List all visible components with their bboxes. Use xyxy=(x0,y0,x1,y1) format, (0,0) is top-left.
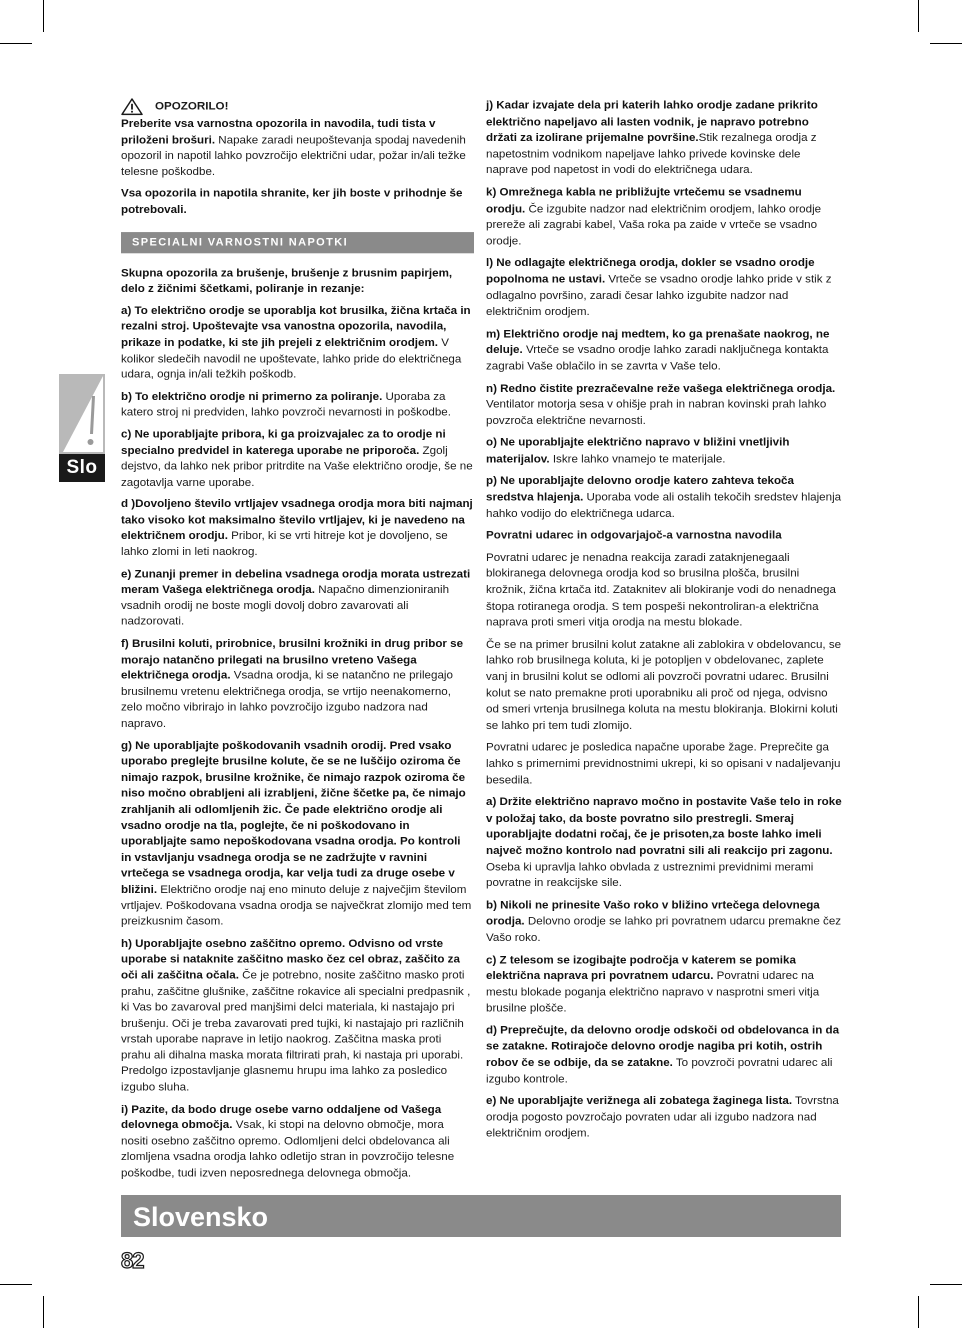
list-item-bold: l) Ne odlagajte električnega orodja, dokler se vsadno orodje popolnoma ne ustavi. xyxy=(486,256,815,286)
list-item xyxy=(486,326,842,375)
list-item-bold: k) Omrežnega kabla ne približujte vrtečemu se vsadnemu orodju. xyxy=(486,185,802,215)
list-item-bold: c) Z telesom se izogibajte področja v katerem se pomika električna naprava pri povratnem udarcu. xyxy=(486,953,796,983)
list-item-text: Ventilator motorja sesa v ohišje prah in nabran kovinski prah lahko povzroča električne nevarnosti. xyxy=(486,397,827,427)
kickback-paragraph-3: Povratni udarec je posledica napačne uporabe žage. Preprečite ga lahko s primernimi previdnostnimi ukrepi, ki so opisani v nadaljevanju besedila. xyxy=(486,741,841,787)
list-item-bold: b) To električno orodje ni primerno za poliranje. xyxy=(121,390,383,403)
warning-paragraph-bold: Preberite vsa varnostna opozorila in navodila, tudi tista v priloženi brošuri. xyxy=(121,117,436,146)
list-item-text: Delovno orodje se lahko pri povratnem udarcu premakne čez Vašo roko. xyxy=(486,914,842,944)
list-item-bold: e) Zunanji premer in debelina vsadnega orodja morata ustrezati meram Vašega električnega orodja. xyxy=(121,567,471,596)
list-item-text: Električno orodje naj eno minuto deluje z največjim številom vrtljajev. Poškodovana vsadna orodja se največkrat zlomijo med tem preizkusnim časom. xyxy=(121,883,472,928)
list-item-text: Iskre lahko vnamejo te materijale. xyxy=(549,452,726,466)
list-item xyxy=(121,389,474,421)
side-tab-label: Slo xyxy=(59,454,105,482)
list-item xyxy=(486,381,842,430)
list-item-text: Vsak, ki stopi na delovno območje, mora nositi osebno zaščitno opremo. Odlomljeni delci obdelovanca ali zlomljena vsadna orodja lahko odletijo stran in povzročijo telesne poškodbe, tudi izven neposrednega delovnega območja. xyxy=(121,1118,455,1180)
list-item-text: Tovrstna orodja pogosto povzročajo povraten udar ali izgubo nadzora nad električnim orodjem. xyxy=(486,1094,839,1140)
list-item-text: Povratni udarec na mestu blokade poganja električno napravo v nasprotni smeri vitja brusilne plošče. xyxy=(486,969,820,1015)
kickback-paragraph-1: Povratni udarec je nenadna reakcija zaradi zataknjenegaali blokiranega delovnega orodja kod so brusilna plošča, brusilni krožnik, žična krtača itd. Zataknitev ali blokiranje vodi do nenadnega štopa rotiranega orodja. S tem pospeši nekontroliran-a električna naprava proti smeri vitja orodja na mestu blokade. xyxy=(486,551,836,629)
kickback-item-list xyxy=(486,795,842,1143)
list-item-text: V kolikor sledečih navodil ne upoštevate, lahko pride do električnega udara, ognja in/ali težkih poškodb. xyxy=(121,336,462,381)
warning-paragraph xyxy=(121,116,474,180)
list-item-bold: m) Električno orodje naj medtem, ko ga prenašate naokrog, ne deluje. xyxy=(486,327,830,357)
list-item-bold: e) Ne uporabljajte verižnega ali zobatega žaginega lista. xyxy=(486,1094,793,1108)
list-item-text: Napačno dimenzioniranih vsadnih orodij ne boste mogli dovolj dobro zavarovati ali nadzorovati. xyxy=(121,583,450,628)
list-item xyxy=(121,738,474,930)
list-item-bold: d )Dovoljeno število vrtljajev vsadnega orodja mora biti najmanj tako visoko kot maksimalno število vrtljajev, ki je navedeno na električnem orodju. xyxy=(121,497,473,543)
crop-mark xyxy=(930,43,962,44)
list-item-text: Stik rezalnega orodja z napetostnim vodnikom napeljave lahko privede kovinske dele naprave pod napetost in vodi do električnega udara. xyxy=(486,131,817,177)
list-item-text: Uporaba za katero stroj ni predviden, lahko povzroči nevarnosti in poškodbe. xyxy=(121,390,451,419)
list-item-text: Če je potrebno, nosite zaščitno masko proti prahu, zaščitne glušnike, zaščitne rokavice ali specialni predpasnik , ki Vas bo zavaroval pred manjšimi delci materiala, ki nastajajo pri brušenju. Oči je treba zavarovati pred tujki, ki nastajajo pri različnih vrstah uporabe naprave in letijo naokrog. Zaščitna maska proti prahu ali dihalna maska morata filtrirati prah, ki nastaja pri uporabi. Predolgo izpostavljanje glasnemu hrupu ima lahko za posledico izgubo sluha. xyxy=(121,968,471,1094)
language-side-tab xyxy=(59,374,105,482)
list-item xyxy=(121,566,474,630)
section-heading-bar: SPECIALNI VARNOSTNI NAPOTKI xyxy=(121,232,474,253)
left-column xyxy=(121,98,474,1188)
list-item-text: Uporaba vode ali ostalih tekočih sredstev hlajenja hahko vodijo do električnega udarca. xyxy=(486,490,842,520)
crop-mark xyxy=(0,43,32,44)
list-item xyxy=(486,795,842,892)
list-item xyxy=(486,474,842,523)
list-item xyxy=(121,497,474,561)
list-item xyxy=(486,1023,842,1088)
list-item-bold: n) Redno čistite prezračevalne reže vašega električnega orodja. xyxy=(486,381,836,395)
list-item xyxy=(486,98,842,179)
intro-paragraph xyxy=(121,265,474,297)
list-item-bold: d) Preprečujte, da delovno orodje odskoči od obdelovanca in da se zatakne. Rotirajoče delovno orodje nagiba pri kotih, ostrih robov če se odbije, da se zatakne. xyxy=(486,1023,840,1069)
list-item-text: Če izgubite nadzor nad električnim orodjem, lahko orodje prereže ali zagrabi kabel, Vaša roka pa zaide v vrteče se vsadno orodje. xyxy=(486,202,822,248)
list-item-bold: a) To električno orodje se uporablja kot brusilka, žična krtača in rezalni stroj. Upoštevajte vsa vanostna opozorila, navodila, prikaze in podatke, ki ste jih prejeli z električnim orodjem. xyxy=(121,304,471,349)
intro-bold: Skupna opozorila za brušenje, brušenje z brusnim papirjem, delo z žičnimi ščetkami, poliranje in rezanje: xyxy=(121,266,453,295)
list-item-bold: j) Kadar izvajate dela pri katerih lahko orodje zadane prikrito električno napeljavo ali lasten vodnik, je napravo potrebno držati za izolirane prijemalne površine. xyxy=(486,98,818,145)
list-item xyxy=(486,435,842,467)
list-item-bold: c) Ne uporabljajte pribora, ki ga proizvajalec za to orodje ni specialno predvidel in katerega uporabe ne priporoča. xyxy=(121,427,446,457)
footer-title: Slovensko xyxy=(133,1202,269,1232)
footer-bar xyxy=(121,1195,841,1237)
list-item xyxy=(121,636,474,732)
list-item-text: Vrteče se vsadno orodje lahko pride v stik z odlagalno površino, zaradi česar lahko izgubite nadzor nad električnim orodjem. xyxy=(486,272,832,318)
list-item-bold: i) Pazite, da bodo druge osebe varno oddaljene od Vašega delovnega območja. xyxy=(121,1102,442,1132)
list-item-text: Zgolj dejstvo, da lahko nek pribor pritrdite na Vaše električno orodje, še ne zagotavlja varne uporabe. xyxy=(121,443,473,489)
list-item xyxy=(486,256,842,321)
warning-paragraph-text: Napake zaradi neupoštevanja spodaj navedenih opozoril in napotil lahko povzročijo električni udar, požar in/ali težke telesne poškodbe. xyxy=(121,133,466,178)
warning-icon xyxy=(121,98,143,115)
list-item-text: Vsadna orodja, ki se natančno ne prilegajo brusilnemu vretenu električnega orodja, se vrtijo neenakomerno, zelo močno vibrirajo in lahko povzročijo izgubo nadzora nad napravo. xyxy=(121,669,453,730)
list-item xyxy=(486,1094,842,1143)
list-item xyxy=(121,427,474,491)
list-item xyxy=(486,185,842,250)
warning-title: OPOZORILO! xyxy=(155,100,229,113)
list-item-bold: a) Držite električno napravo močno in postavite Vaše telo in roke v položaj tako, da boste povratno silo prestregli. Smeraj uporabljajte dodatni ročaj, če je prisoten,za boste lahko imeli največ možno kontrolo nad povratni sili ali reakcijo pri zagonu. xyxy=(486,795,842,857)
list-item-text: Oseba ki upravlja lahko obvlada z ustreznimi previdnimi merami povratne in reakcijske sile. xyxy=(486,860,814,890)
list-item xyxy=(121,1102,474,1182)
list-item-bold: o) Ne uporabljajte električno napravo v bližini vnetljivih materijalov. xyxy=(486,436,790,466)
list-item xyxy=(486,952,842,1017)
list-item-bold: f) Brusilni koluti, prirobnice, brusilni krožniki in drug pribor se morajo natančno prilegati na brusilno vreteno Vašega električnega orodja. xyxy=(121,637,464,682)
crop-mark xyxy=(918,0,919,32)
list-item xyxy=(486,898,842,947)
list-item xyxy=(121,303,474,383)
crop-mark xyxy=(918,1296,919,1328)
list-item xyxy=(121,936,474,1096)
right-item-list xyxy=(486,98,842,522)
left-item-list xyxy=(121,303,474,1182)
list-item-text: Pribor, ki se vrti hitreje kot je dovoljeno, se lahko zlomi in leti naokrog. xyxy=(121,529,448,559)
warning-heading xyxy=(121,98,474,115)
kickback-paragraph-2: Če se na primer brusilni kolut zatakne ali zablokira v obdelovancu, se lahko rob brusilnega koluta, ki je potopljen v obdelovanec, zaplete vanj in brusilni kolut se odlomi ali povzroči povratni udarec. Brusilni kolut se nato premakne proti uporabniku ali proč od njega, odvisno od smeri vrtenja brusilnega koluta na mestu blokiranja. Blokirni koluti se lahko pri tem tudi zlomijo. xyxy=(486,637,842,732)
list-item-bold: g) Ne uporabljajte poškodovanih vsadnih orodij. Pred vsako uporabo preglejte brusilne kolute, če se ne luščijo oziroma če nimajo razpok, brusilne krožnike, če nimajo razpok oziroma če niso močno obrabljeni ali izrabljeni, žične ščetke pa, če nimajo zrahljanih ali odlomljenih žic. Če pade električno orodje ali vsadno orodje na tla, poglejte, če ni poškodovano in uporabljajte samo nepoškodovana vsadna orodja. Po kontroli in vstavljanju vsadnega orodja se ne zadržujte v ravnini vrtečega se vsadnega orodja, kar velja tudi za druge osebe v bližini. xyxy=(121,739,466,896)
warning-keep-paragraph xyxy=(121,186,474,218)
right-column xyxy=(486,98,842,1148)
crop-mark xyxy=(930,1284,962,1285)
list-item-text: To povzroči povratni udarec ali izgubo kontrole. xyxy=(486,1056,833,1086)
warning-keep-bold: Vsa opozorila in napotila shranite, ker jih boste v prihodnje še potrebovali. xyxy=(121,187,463,216)
kickback-heading: Povratni udarec in odgovarjajoč-a varnostna navodila xyxy=(486,528,782,542)
list-item-bold: h) Uporabljajte osebno zaščitno opremo. Odvisno od vrste uporabe si nataknite zaščitno masko čez cel obraz, zaščito za oči ali zaščitna očala. xyxy=(121,936,460,982)
crop-mark xyxy=(43,0,44,32)
warning-triangle-icon xyxy=(59,374,105,454)
list-item-bold: b) Nikoli ne prinesite Vašo roko v bližino vrtečega delovnega orodja. xyxy=(486,898,820,928)
crop-mark xyxy=(0,1284,32,1285)
list-item-text: Vrteče se vsadno orodje lahko zaradi naključnega kontakta zagrabi Vaše oblačilo in se zavrta v Vaše telo. xyxy=(486,343,829,373)
crop-mark xyxy=(43,1296,44,1328)
list-item-bold: p) Ne uporabljajte delovno orodje katero zahteva tekoča sredstva hlajenja. xyxy=(486,474,794,504)
page-number: 82 xyxy=(121,1248,144,1273)
